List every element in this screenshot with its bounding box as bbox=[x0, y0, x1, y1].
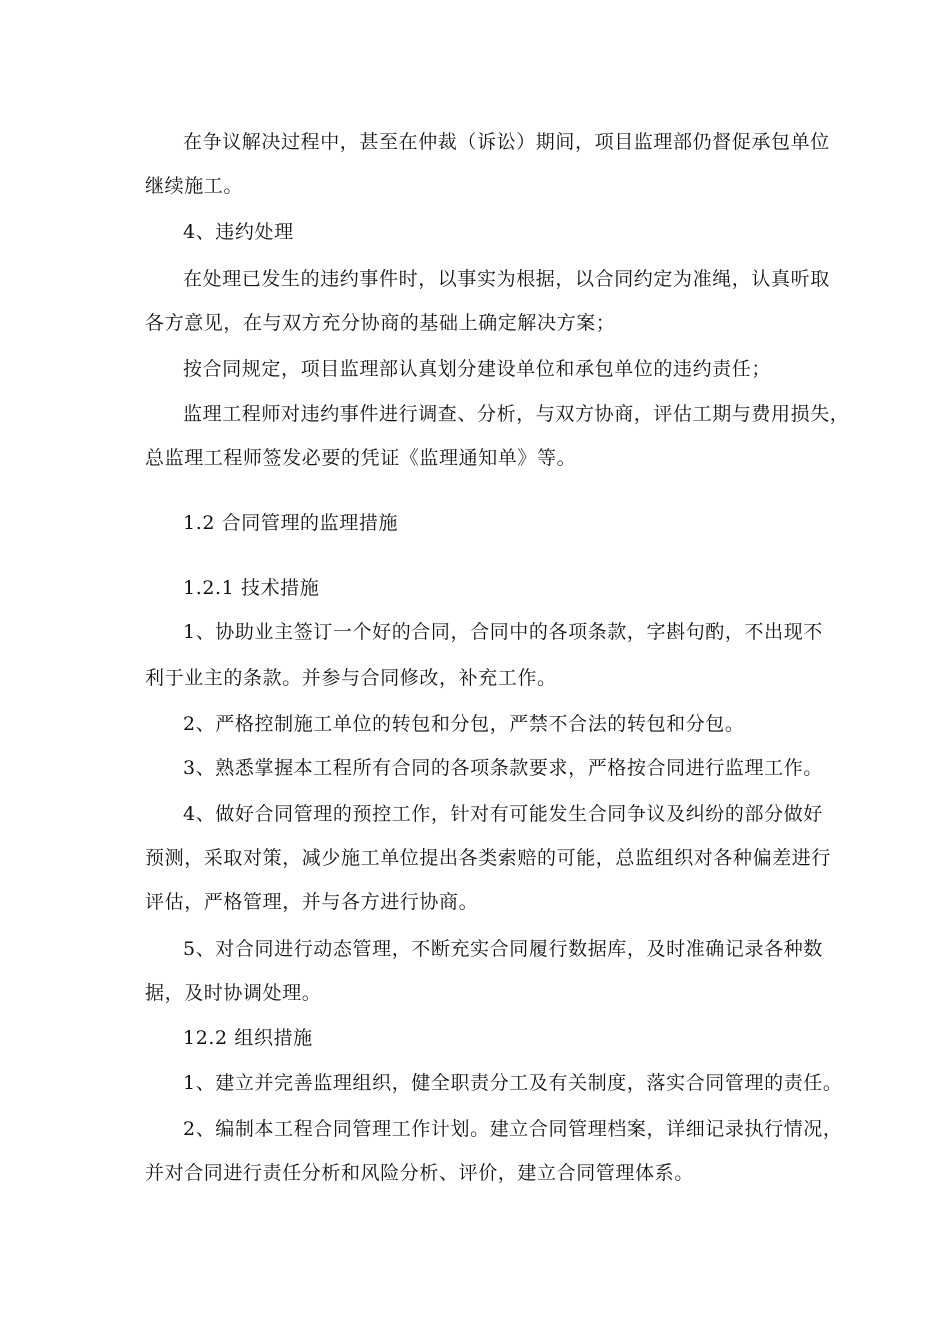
paragraph-line: 5、对合同进行动态管理，不断充实合同履行数据库，及时准确记录各种数 bbox=[183, 938, 823, 960]
paragraph-line: 评估，严格管理，并与各方进行协商。 bbox=[145, 891, 479, 913]
paragraph-line: 并对合同进行责任分析和风险分析、评价，建立合同管理体系。 bbox=[145, 1162, 694, 1184]
subsection-heading: 1.2.1 技术措施 bbox=[183, 577, 320, 599]
section-heading: 1.2 合同管理的监理措施 bbox=[183, 512, 399, 534]
subsection-heading: 12.2 组织措施 bbox=[183, 1027, 313, 1049]
paragraph-line: 2、编制本工程合同管理工作计划。建立合同管理档案，详细记录执行情况， bbox=[183, 1118, 843, 1140]
paragraph-line: 3、熟悉掌握本工程所有合同的各项条款要求，严格按合同进行监理工作。 bbox=[183, 757, 823, 779]
paragraph-line: 各方意见，在与双方充分协商的基础上确定解决方案； bbox=[145, 312, 616, 334]
paragraph-line: 2、严格控制施工单位的转包和分包，严禁不合法的转包和分包。 bbox=[183, 713, 745, 735]
paragraph-line: 在争议解决过程中，甚至在仲裁（诉讼）期间，项目监理部仍督促承包单位 bbox=[183, 131, 830, 153]
paragraph-line: 1、协助业主签订一个好的合同，合同中的各项条款，字斟句酌，不出现不 bbox=[183, 621, 823, 643]
paragraph-line: 继续施工。 bbox=[145, 175, 244, 197]
paragraph-line: 按合同规定，项目监理部认真划分建设单位和承包单位的违约责任； bbox=[183, 358, 772, 380]
paragraph-line: 监理工程师对违约事件进行调查、分析，与双方协商，评估工期与费用损失， bbox=[183, 403, 850, 425]
section-heading: 4、违约处理 bbox=[183, 221, 294, 243]
paragraph-line: 总监理工程师签发必要的凭证《监理通知单》等。 bbox=[145, 447, 577, 469]
paragraph-line: 4、做好合同管理的预控工作，针对有可能发生合同争议及纠纷的部分做好 bbox=[183, 803, 823, 825]
paragraph-line: 在处理已发生的违约事件时，以事实为根据，以合同约定为准绳，认真听取 bbox=[183, 268, 830, 290]
paragraph-line: 利于业主的条款。并参与合同修改，补充工作。 bbox=[145, 667, 557, 689]
paragraph-line: 1、建立并完善监理组织，健全职责分工及有关制度，落实合同管理的责任。 bbox=[183, 1072, 843, 1094]
paragraph-line: 预测，采取对策，减少施工单位提出各类索赔的可能，总监组织对各种偏差进行 bbox=[145, 847, 832, 869]
paragraph-line: 据，及时协调处理。 bbox=[145, 982, 322, 1004]
